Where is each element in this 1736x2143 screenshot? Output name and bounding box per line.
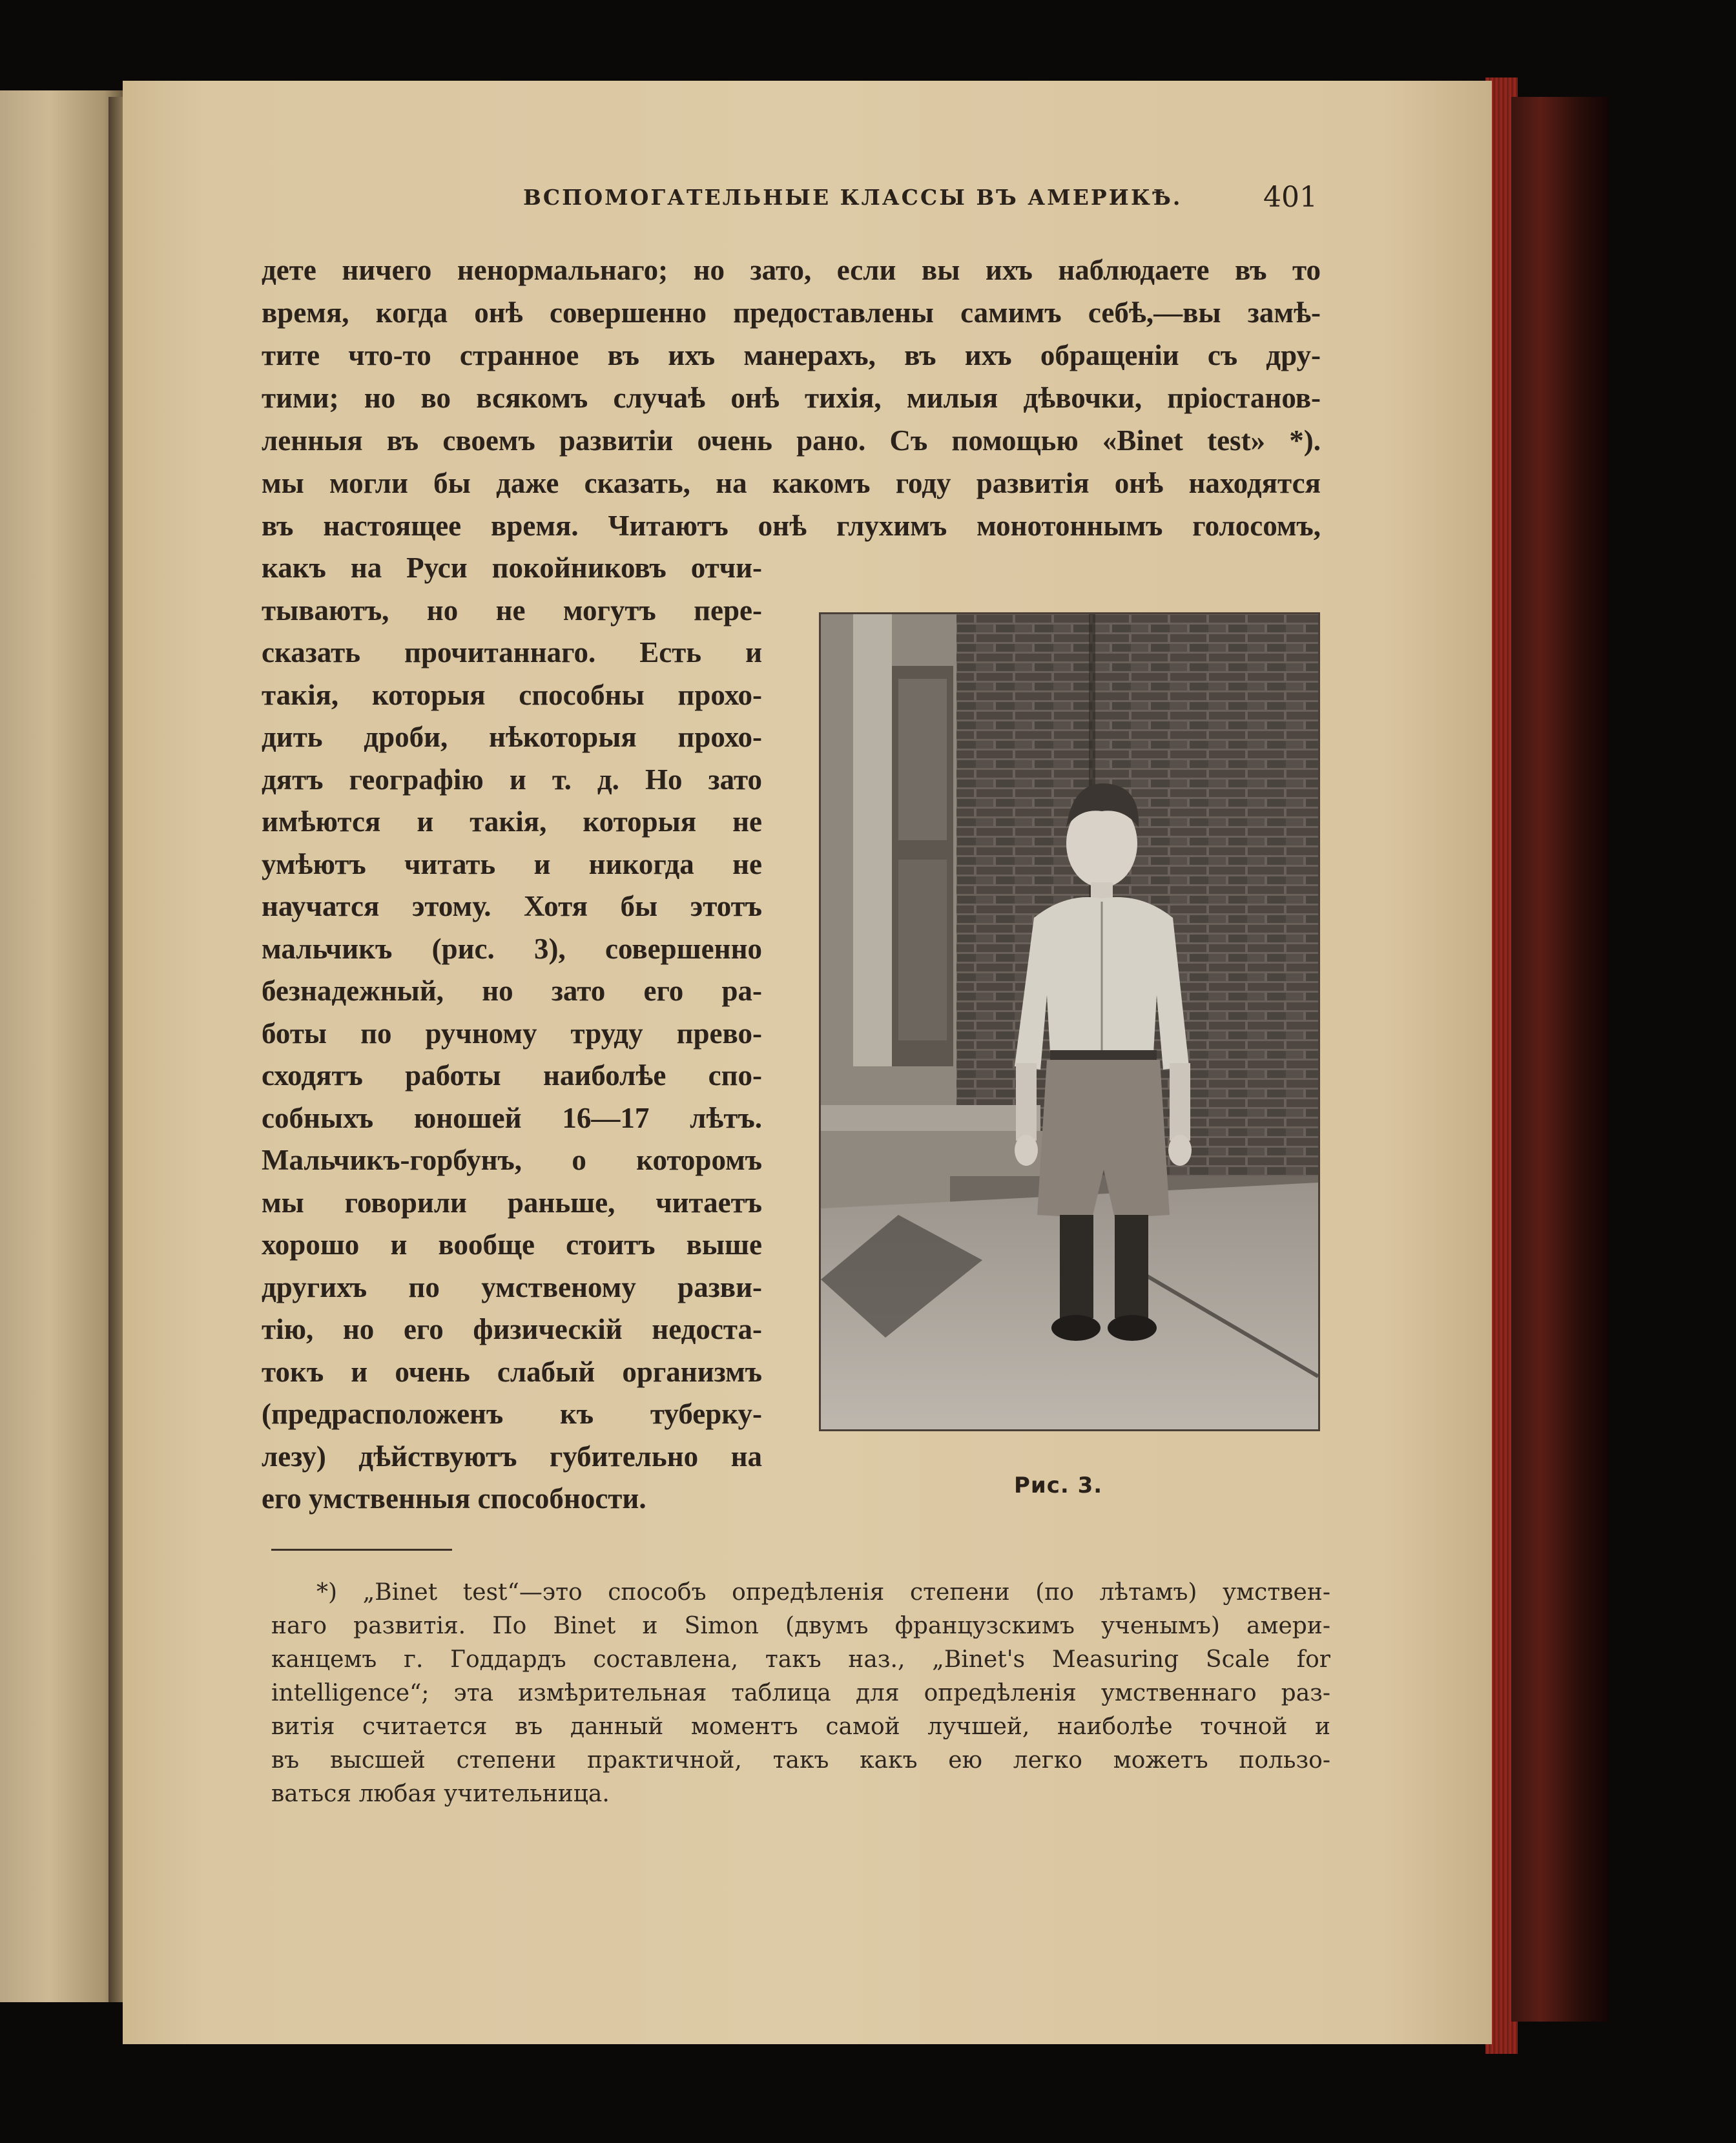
text-line: какъ на Руси покойниковъ отчи- [262,552,762,584]
text-line: научатся этому. Хотя бы этотъ [262,890,762,922]
text-line: сказать прочитаннаго. Есть и [262,636,762,668]
footnote [271,1576,1330,1811]
text-line: его умственныя способности. [262,1482,646,1515]
footnote-line: въ высшей степени практичной, такъ какъ ею легко можетъ пользо- [271,1747,1330,1774]
text-line: сходятъ работы наиболѣе спо- [262,1059,762,1092]
book-cover [1511,97,1608,2022]
text-line: собныхъ юношей 16—17 лѣтъ. [262,1101,762,1134]
footnote-line: наго развитія. По Binet и Simon (двумъ французскимъ ученымъ) амери- [271,1613,1330,1639]
text-line: мальчикъ (рис. 3), совершенно [262,932,762,965]
footnote-line: *) „Binet test“—это способъ опредѣленія степени (по лѣтамъ) умствен- [316,1579,1330,1606]
footnote-line: канцемъ г. Годдардъ составлена, такъ наз., „Binet's Measuring Scale for [271,1646,1330,1673]
text-line: безнадежный, но зато его ра- [262,975,762,1007]
text-line: Мальчикъ-горбунъ, о которомъ [262,1144,762,1176]
text-line: токъ и очень слабый организмъ [262,1355,762,1388]
footnote-line: intelligence“; эта измѣрительная таблица для опредѣленія умственнаго раз- [271,1680,1330,1706]
text-line: дить дроби, нѣкоторыя прохо- [262,721,762,753]
text-line: тію, но его физическій недоста- [262,1313,762,1345]
figure-photo [819,612,1320,1431]
text-line: мы говорили раньше, читаетъ [262,1186,762,1219]
footnote-line: витія считается въ данный моментъ самой лучшей, наиболѣе точной и [271,1713,1330,1740]
running-title: ВСПОМОГАТЕЛЬНЫЕ КЛАССЫ ВЪ АМЕРИКѢ. [523,185,1183,210]
page-header [523,181,1318,220]
page-number: 401 [1263,181,1318,214]
text-line: дете ничего ненормальнаго; но зато, если вы ихъ наблюдаете въ то [262,254,1321,286]
text-line: (предрасположенъ къ туберку- [262,1398,762,1430]
text-line: другихъ по умственому разви- [262,1270,762,1303]
footnote-line: ваться любая учительница. [271,1781,610,1807]
text-line: имѣются и такія, которыя не [262,805,762,838]
boy-photo-icon [821,614,1318,1429]
left-page-edge [0,90,123,2002]
text-line: хорошо и вообще стоитъ выше [262,1228,762,1261]
text-line: тими; но во всякомъ случаѣ онѣ тихія, милыя дѣвочки, пріостанов- [262,382,1321,414]
body-text-full-width [262,249,1321,547]
figure-caption: Рис. 3. [1014,1473,1103,1498]
text-line: мы могли бы даже сказать, на какомъ году развитія онѣ находятся [262,467,1321,499]
text-line: въ настоящее время. Читаютъ онѣ глухимъ монотоннымъ голосомъ, [262,510,1321,542]
text-line: тите что-то странное въ ихъ манерахъ, въ ихъ обращеніи съ дру- [262,339,1321,371]
text-line: лезу) дѣйствуютъ губительно на [262,1440,762,1473]
text-line: дятъ географію и т. д. Но зато [262,763,762,796]
text-line: такія, которыя способны прохо- [262,678,762,711]
text-line: боты по ручному труду прево- [262,1017,762,1050]
text-line: умѣютъ читать и никогда не [262,847,762,880]
text-line: тываютъ, но не могутъ пере- [262,594,762,626]
text-line: время, когда онѣ совершенно предоставлены самимъ себѣ,—вы замѣ- [262,296,1321,329]
text-line: ленныя въ своемъ развитіи очень рано. Съ помощью «Binet test» *). [262,424,1321,457]
footnote-divider [271,1549,452,1551]
body-text-column [262,547,762,1520]
